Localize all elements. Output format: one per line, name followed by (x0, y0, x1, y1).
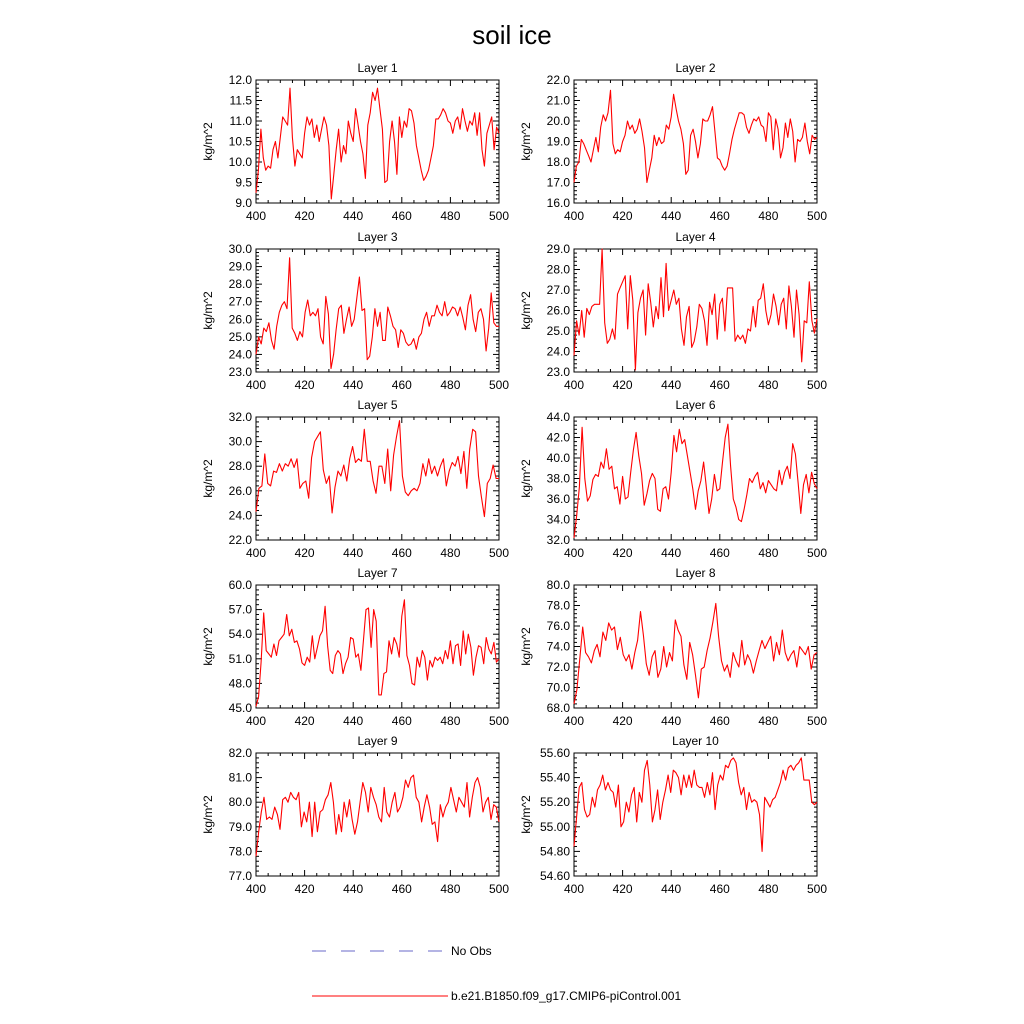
legend-model-label: b.e21.B1850.f09_g17.CMIP6-piControl.001 (451, 989, 682, 1003)
model-series-line (574, 90, 817, 182)
x-tick-label: 500 (806, 209, 828, 223)
x-tick-label: 440 (343, 882, 364, 896)
model-series-line (256, 258, 499, 369)
y-tick-label: 25.0 (546, 324, 570, 338)
panel-layer-3 (201, 230, 509, 392)
x-tick-label: 400 (563, 546, 585, 560)
y-tick-label: 55.40 (539, 770, 570, 785)
y-axis-label: kg/m^2 (519, 627, 533, 666)
y-tick-label: 48.0 (228, 676, 252, 691)
y-tick-label: 54.0 (228, 627, 252, 642)
y-tick-label: 34.0 (546, 512, 570, 527)
x-tick-label: 440 (343, 378, 364, 392)
x-tick-label: 500 (488, 378, 510, 392)
y-tick-label: 17.0 (546, 175, 570, 190)
y-tick-label: 18.0 (546, 155, 570, 169)
model-series-line (256, 600, 499, 707)
y-tick-label: 21.0 (546, 93, 570, 108)
panel-title: Layer 9 (357, 734, 398, 748)
x-tick-label: 480 (758, 209, 779, 223)
model-series-line (256, 421, 499, 517)
y-tick-label: 23.0 (228, 365, 252, 379)
x-tick-label: 480 (758, 714, 779, 728)
x-tick-label: 500 (806, 714, 828, 728)
y-tick-label: 80.0 (546, 578, 570, 592)
y-tick-label: 82.0 (228, 746, 252, 760)
y-axis-label: kg/m^2 (519, 795, 533, 834)
y-tick-label: 81.0 (228, 770, 252, 785)
x-tick-label: 440 (661, 714, 682, 728)
x-tick-label: 400 (245, 714, 267, 728)
x-tick-label: 420 (612, 378, 633, 392)
panel-title: Layer 4 (675, 230, 716, 244)
y-tick-label: 78.0 (228, 844, 252, 859)
y-tick-label: 26.0 (228, 483, 252, 498)
y-tick-label: 28.0 (546, 262, 570, 277)
panel-layer-2 (519, 61, 827, 223)
x-tick-label: 500 (488, 714, 510, 728)
x-tick-label: 460 (391, 378, 412, 392)
panel-layer-4 (519, 230, 827, 392)
x-tick-label: 460 (709, 882, 730, 896)
panel-title: Layer 10 (672, 734, 719, 748)
model-series-line (256, 775, 499, 856)
y-tick-label: 54.60 (539, 869, 570, 883)
legend (312, 944, 681, 1003)
y-tick-label: 30.0 (228, 434, 252, 449)
panel-layer-6 (519, 398, 827, 560)
y-tick-label: 22.0 (228, 533, 252, 547)
x-tick-label: 460 (709, 714, 730, 728)
y-tick-label: 11.5 (229, 93, 252, 108)
x-tick-label: 420 (294, 546, 315, 560)
y-axis-label: kg/m^2 (201, 459, 215, 498)
y-tick-label: 24.0 (228, 347, 252, 362)
y-tick-label: 44.0 (546, 410, 570, 424)
x-tick-label: 500 (488, 209, 510, 223)
y-tick-label: 26.0 (546, 303, 570, 318)
y-tick-label: 32.0 (546, 533, 570, 547)
y-tick-label: 55.60 (539, 746, 570, 760)
y-tick-label: 29.0 (228, 259, 252, 274)
panel-layer-7 (201, 566, 509, 728)
y-tick-label: 32.0 (228, 410, 252, 424)
y-axis-label: kg/m^2 (519, 459, 533, 498)
x-tick-label: 420 (294, 714, 315, 728)
x-tick-label: 480 (440, 378, 461, 392)
x-tick-label: 420 (294, 378, 315, 392)
panel-layer-10 (519, 734, 827, 896)
x-tick-label: 440 (343, 209, 364, 223)
y-tick-label: 74.0 (546, 639, 570, 654)
y-tick-label: 36.0 (546, 492, 570, 506)
y-tick-label: 11.0 (229, 114, 252, 128)
plot-frame (256, 249, 499, 372)
model-series-line (574, 249, 817, 370)
y-tick-label: 24.0 (546, 344, 570, 359)
y-axis-label: kg/m^2 (519, 122, 533, 161)
y-tick-label: 77.0 (228, 869, 252, 883)
y-tick-label: 20.0 (546, 114, 570, 128)
y-tick-label: 28.0 (228, 277, 252, 292)
y-tick-label: 72.0 (546, 660, 570, 674)
x-tick-label: 420 (612, 209, 633, 223)
y-tick-label: 79.0 (228, 819, 252, 834)
x-tick-label: 500 (806, 546, 828, 560)
panel-title: Layer 1 (357, 61, 398, 75)
y-tick-label: 54.80 (539, 844, 570, 859)
x-tick-label: 420 (294, 882, 315, 896)
x-tick-label: 420 (612, 546, 633, 560)
x-tick-label: 440 (661, 546, 682, 560)
panel-title: Layer 8 (675, 566, 716, 580)
x-tick-label: 400 (245, 209, 267, 223)
x-tick-label: 400 (563, 378, 585, 392)
x-tick-label: 460 (709, 209, 730, 223)
x-tick-label: 440 (343, 546, 364, 560)
y-tick-label: 78.0 (546, 598, 570, 613)
x-tick-label: 460 (709, 546, 730, 560)
model-series-line (574, 603, 817, 704)
x-tick-label: 460 (391, 882, 412, 896)
x-tick-label: 400 (245, 546, 267, 560)
y-tick-label: 28.0 (228, 459, 252, 474)
plot-frame (256, 753, 499, 876)
panel-title: Layer 7 (357, 566, 398, 580)
x-tick-label: 460 (391, 546, 412, 560)
y-tick-label: 22.0 (546, 73, 570, 87)
panel-title: Layer 2 (675, 61, 716, 75)
y-tick-label: 38.0 (546, 471, 570, 486)
x-tick-label: 480 (440, 546, 461, 560)
y-axis-label: kg/m^2 (519, 291, 533, 330)
y-tick-label: 57.0 (228, 602, 252, 617)
y-tick-label: 9.5 (235, 175, 252, 190)
x-tick-label: 500 (806, 882, 828, 896)
y-tick-label: 25.0 (228, 329, 252, 344)
y-tick-label: 60.0 (228, 578, 252, 592)
x-tick-label: 400 (245, 378, 267, 392)
y-tick-label: 24.0 (228, 508, 252, 523)
y-tick-label: 9.0 (235, 196, 252, 210)
y-tick-label: 55.00 (539, 819, 570, 834)
panel-layer-9 (201, 734, 509, 896)
y-tick-label: 76.0 (546, 619, 570, 633)
x-tick-label: 500 (488, 546, 510, 560)
x-tick-label: 500 (806, 378, 828, 392)
y-axis-label: kg/m^2 (201, 291, 215, 330)
x-tick-label: 480 (440, 714, 461, 728)
x-tick-label: 460 (709, 378, 730, 392)
y-tick-label: 23.0 (546, 365, 570, 379)
x-tick-label: 400 (563, 714, 585, 728)
y-tick-label: 10.5 (228, 134, 252, 149)
x-tick-label: 400 (563, 209, 585, 223)
x-tick-label: 420 (294, 209, 315, 223)
x-tick-label: 480 (758, 378, 779, 392)
model-series-line (574, 758, 817, 852)
model-series-line (256, 88, 499, 199)
y-tick-label: 27.0 (546, 283, 570, 297)
model-series-line (574, 424, 817, 538)
x-tick-label: 460 (391, 714, 412, 728)
y-tick-label: 68.0 (546, 701, 570, 715)
x-tick-label: 440 (661, 209, 682, 223)
y-tick-label: 55.20 (539, 795, 570, 810)
x-tick-label: 400 (245, 882, 267, 896)
y-tick-label: 51.0 (228, 651, 252, 666)
x-tick-label: 480 (758, 882, 779, 896)
y-axis-label: kg/m^2 (201, 627, 215, 666)
x-tick-label: 400 (563, 882, 585, 896)
panel-title: Layer 5 (357, 398, 398, 412)
panel-grid (201, 61, 827, 896)
y-axis-label: kg/m^2 (201, 795, 215, 834)
x-tick-label: 420 (612, 882, 633, 896)
y-tick-label: 16.0 (546, 196, 570, 210)
x-tick-label: 420 (612, 714, 633, 728)
y-tick-label: 29.0 (546, 242, 570, 256)
x-tick-label: 480 (440, 209, 461, 223)
y-tick-label: 30.0 (228, 242, 252, 256)
y-tick-label: 80.0 (228, 795, 252, 810)
x-tick-label: 500 (488, 882, 510, 896)
y-tick-label: 27.0 (228, 294, 252, 309)
legend-obs-label: No Obs (451, 944, 492, 958)
figure-title: soil ice (472, 20, 552, 50)
x-tick-label: 440 (661, 378, 682, 392)
panel-title: Layer 3 (357, 230, 398, 244)
y-tick-label: 45.0 (228, 701, 252, 715)
y-tick-label: 12.0 (228, 73, 252, 87)
plot-frame (574, 753, 817, 876)
panel-layer-8 (519, 566, 827, 728)
panel-layer-5 (201, 398, 509, 560)
x-tick-label: 480 (440, 882, 461, 896)
y-axis-label: kg/m^2 (201, 122, 215, 161)
x-tick-label: 440 (343, 714, 364, 728)
y-tick-label: 19.0 (546, 134, 570, 149)
y-tick-label: 70.0 (546, 680, 570, 695)
panel-layer-1 (201, 61, 509, 223)
x-tick-label: 480 (758, 546, 779, 560)
y-tick-label: 42.0 (546, 430, 570, 445)
y-tick-label: 40.0 (546, 451, 570, 465)
y-tick-label: 10.0 (228, 155, 252, 169)
x-tick-label: 440 (661, 882, 682, 896)
x-tick-label: 460 (391, 209, 412, 223)
panel-title: Layer 6 (675, 398, 716, 412)
y-tick-label: 26.0 (228, 312, 252, 327)
